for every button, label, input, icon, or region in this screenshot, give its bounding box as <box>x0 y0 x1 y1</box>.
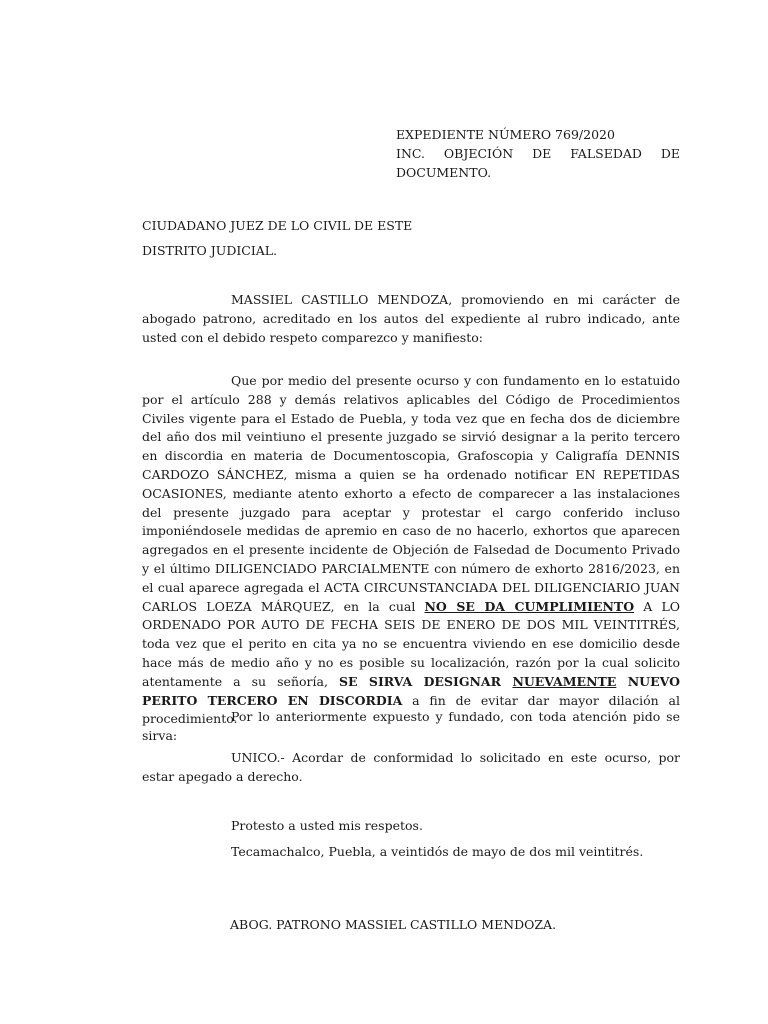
body-paragraph <box>142 372 680 729</box>
addressee <box>142 217 682 267</box>
petition-emphasis-nuevamente: NUEVAMENTE <box>512 673 617 689</box>
signature-line: ABOG. PATRONO MASSIEL CASTILLO MENDOZA. <box>230 917 557 932</box>
body-text-1: Que por medio del presente ocurso y con fundamento en lo estatuido por el artículo 288 y demás relativos aplicables del Código de Procedimientos Civiles vigente para el Estado de Puebla, y toda vez que en fecha dos de diciembre del año dos mil veintiuno el presente juzgado se sirvió designar a la perito tercero en discordia en materia de Documentoscopia, Grafoscopia y Caligrafía DENNIS CARDOZO SÁNCHEZ, misma a quien se ha ordenado notificar EN REPETIDAS OCASIONES, mediante atento exhorto a efecto de comparecer a las instalaciones del presente juzgado para aceptar y protestar el cargo conferido incluso imponiéndosele medidas de apremio en caso de no hacerlo, exhortos que aparecen agregados en el presente incidente de Objeción de Falsedad de Documento Privado y el último DILIGENCIADO PARCIALMENTE con número de exhorto 2816/2023, en el cual aparece agregada el ACTA CIRCUNSTANCIADA DEL DILIGENCIARIO JUAN CARLOS LOEZA MÁRQUEZ, en la cual <box>142 373 680 614</box>
incident-title-line2: DOCUMENTO. <box>396 164 492 180</box>
case-number: EXPEDIENTE NÚMERO 769/2020 <box>396 127 615 142</box>
place-date-line: Tecamachalco, Puebla, a veintidós de mayo de dos mil veintitrés. <box>231 844 644 859</box>
addressee-line1: CIUDADANO JUEZ DE LO CIVIL DE ESTE <box>142 218 413 233</box>
addressee-line2: DISTRITO JUDICIAL. <box>142 242 278 258</box>
body-text-3: a fin de evitar dar mayor dilación al procedimiento. <box>142 692 680 727</box>
body-text-2: A LO ORDENADO POR AUTO DE FECHA SEIS DE ENERO DE DOS MIL VEINTITRÉS, toda vez que el perito en cita ya no se encuentra viviendo en ese domicilio desde hace más de medio año y no es posible su localización, razón por la cual solicito atentamente a su señoría, <box>142 598 680 689</box>
petition-emphasis-1: SE SIRVA DESIGNAR <box>338 673 513 689</box>
petition-emphasis-2: NUEVO PERITO TERCERO EN DISCORDIA <box>142 673 680 708</box>
case-header <box>396 126 680 182</box>
closing-paragraph: Por lo anteriormente expuesto y fundado, con toda atención pido se sirva: <box>142 709 680 743</box>
promovente-name: MASSIEL CASTILLO MENDOZA <box>231 292 449 307</box>
intro-text: , promoviendo en mi carácter de abogado patrono, acreditado en los autos del expediente al rubro indicado, ante usted con el debido respeto comparezco y manifiesto: <box>142 292 681 345</box>
incident-title-line1: INC. OBJECIÓN DE FALSEDAD DE <box>396 145 680 161</box>
intro-paragraph <box>142 291 680 347</box>
protesto-line: Protesto a usted mis respetos. <box>231 818 423 833</box>
unico-paragraph: UNICO.- Acordar de conformidad lo solicitado en este ocurso, por estar apegado a derecho. <box>142 750 680 784</box>
no-cumplimiento-emphasis: NO SE DA CUMPLIMIENTO <box>424 598 635 614</box>
